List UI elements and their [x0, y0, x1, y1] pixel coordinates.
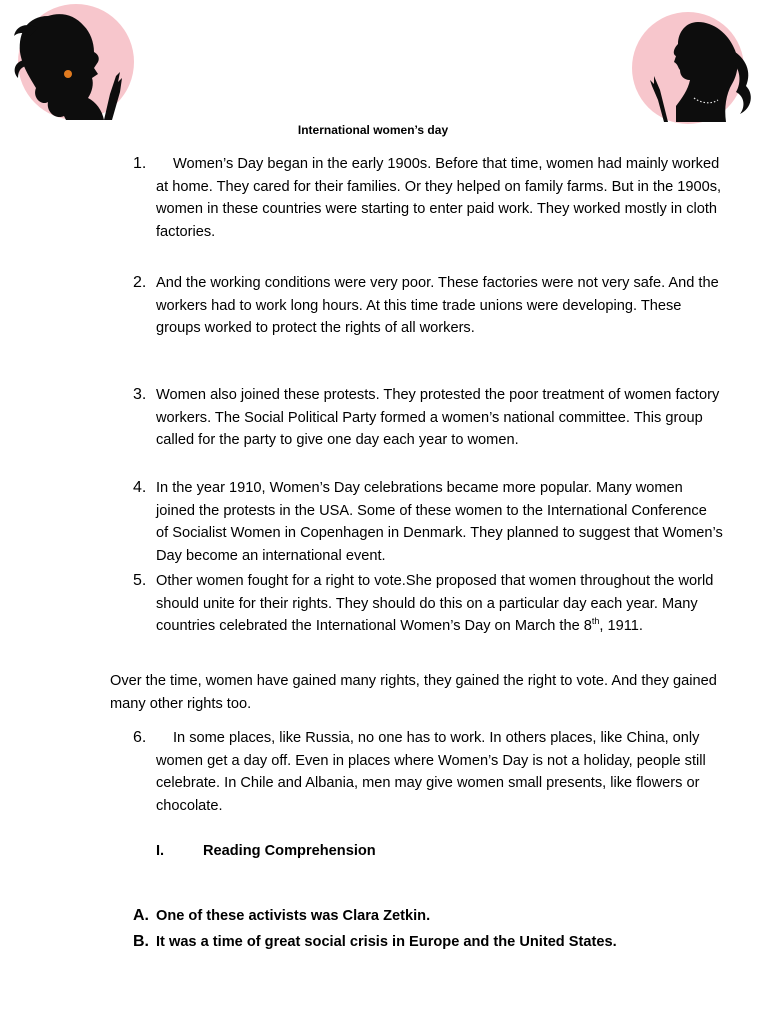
question-item: [133, 904, 733, 928]
list-text: In the year 1910, Women’s Day celebrations became more popular. Many women joined the protests in the USA. Some of these women to the International Conference of Socialist Women in Copenhagen in Denmark. They planned to suggest that Women’s Day become an international event.: [156, 480, 723, 564]
list-number: 5.: [133, 572, 147, 589]
question-text: One of these activists was Clara Zetkin.: [156, 908, 431, 924]
summary-paragraph: Over the time, women have gained many rights, they gained the right to vote. And they gained many other rights too.: [110, 673, 717, 712]
page-title: International women’s day: [297, 123, 449, 137]
list-text: Other women fought for a right to vote.She proposed that women throughout the world should unite for their rights. They should do this on a particular day each year. Many countries celebrated the International Women’s Day on March the 8th, 1911.: [156, 573, 714, 635]
list-number: 6.: [133, 729, 147, 746]
list-item: [133, 570, 723, 638]
list-item: [133, 727, 723, 817]
list-number: 4.: [133, 479, 147, 496]
ordinal-suffix: th: [591, 616, 600, 627]
list-item: [133, 477, 723, 567]
list-text: Women also joined these protests. They protested the poor treatment of women factory workers. The Social Political Party formed a women’s national committee. This group called for the party to give one day each year to women.: [156, 387, 720, 449]
woman-silhouette-icon: [8, 2, 136, 122]
list-text: And the working conditions were very poor. These factories were not very safe. And the workers had to work long hours. At this time trade unions were developing. These groups worked to protect the rights of all workers.: [156, 275, 719, 337]
list-item: [133, 272, 723, 340]
section-heading: [156, 840, 376, 862]
section-title: Reading Comprehension: [203, 843, 376, 859]
woman-silhouette-icon: [628, 10, 758, 125]
question-letter: A.: [133, 907, 149, 924]
list-number: 2.: [133, 274, 147, 291]
section-number: I.: [156, 843, 165, 859]
question-item: [133, 930, 733, 954]
question-text: It was a time of great social crisis in Europe and the United States.: [156, 934, 617, 950]
list-text: In some places, like Russia, no one has to work. In others places, like China, only women get a day off. Even in places where Women’s Day is not a holiday, people still celebrate. In Chile and Albania, men may give women small presents, like flowers or chocolate.: [156, 730, 706, 814]
list-number: 1.: [133, 155, 147, 172]
list-item: [133, 384, 723, 452]
list-number: 3.: [133, 386, 147, 403]
list-text: Women’s Day began in the early 1900s. Before that time, women had mainly worked at home. They cared for their families. Or they helped on family farms. But in the 1900s, women in these countries were starting to enter paid work. They worked mostly in cloth factories.: [156, 156, 722, 240]
question-letter: B.: [133, 933, 149, 950]
list-item: [133, 153, 723, 243]
